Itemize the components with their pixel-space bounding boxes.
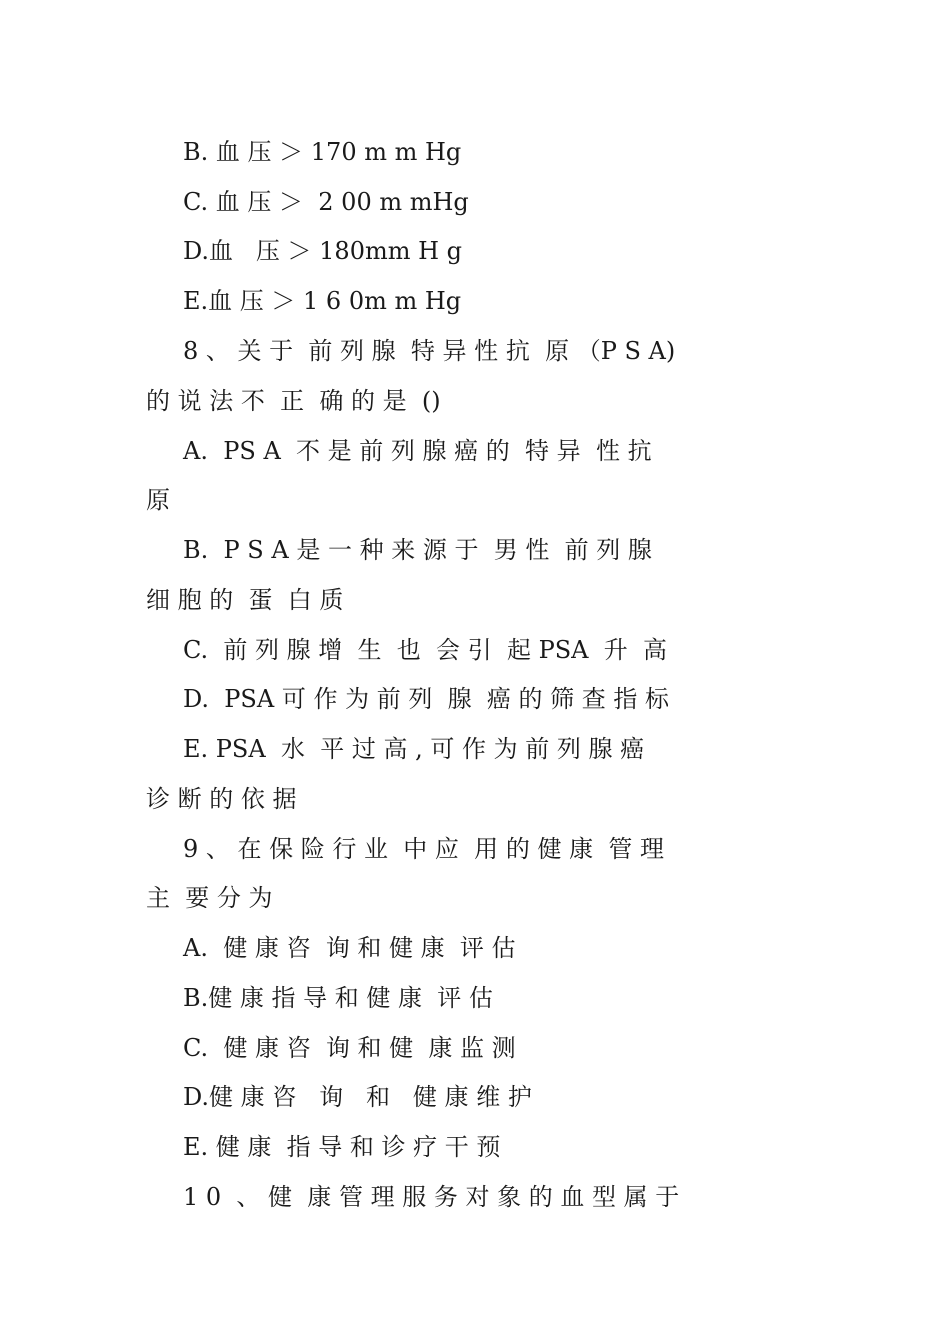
question-9-line-1: 9 、 在 保 险 行 业 中 应 用 的 健 康 管 理 xyxy=(183,835,664,863)
q8-option-d-line: D. PSA 可 作 为 前 列 腺 癌 的 筛 查 指 标 xyxy=(183,685,669,713)
question-10-line-1: 1 0 、 健 康 管 理 服 务 对 象 的 血 型 属 于 xyxy=(183,1183,680,1211)
q8-option-e-line-1: E. PSA 水 平 过 高 , 可 作 为 前 列 腺 癌 xyxy=(183,735,645,763)
question-8-line-2: 的 说 法 不 正 确 的 是 () xyxy=(146,387,441,415)
q9-option-c-line: C. 健 康 咨 询 和 健 康 监 测 xyxy=(183,1034,516,1062)
q8-option-e-line-2: 诊 断 的 依 据 xyxy=(146,785,297,813)
q8-option-a-line-2: 原 xyxy=(146,486,170,514)
option-b-line: B. 血 压 ＞ 170 m m Hg xyxy=(183,138,462,166)
q9-option-a-line: A. 健 康 咨 询 和 健 康 评 估 xyxy=(183,934,516,962)
q9-option-b-line: B.健 康 指 导 和 健 康 评 估 xyxy=(183,984,493,1012)
question-8-line-1: 8 、 关 于 前 列 腺 特 异 性 抗 原 （P S A) xyxy=(183,337,676,365)
q8-option-c-line: C. 前 列 腺 增 生 也 会 引 起 PSA 升 高 xyxy=(183,636,668,664)
q9-option-e-line: E. 健 康 指 导 和 诊 疗 干 预 xyxy=(183,1133,501,1161)
q8-option-a-line-1: A. PS A 不 是 前 列 腺 癌 的 特 异 性 抗 xyxy=(183,437,652,465)
option-c-line: C. 血 压 ＞ 2 00 m mHg xyxy=(183,188,469,216)
q9-option-d-line: D.健 康 咨 询 和 健 康 维 护 xyxy=(183,1083,532,1111)
q8-option-b-line-1: B. P S A 是 一 种 来 源 于 男 性 前 列 腺 xyxy=(183,536,652,564)
question-9-line-2: 主 要 分 为 xyxy=(146,884,273,912)
option-d-line: D.血 压 ＞ 180mm H g xyxy=(183,237,463,265)
q8-option-b-line-2: 细 胞 的 蛋 白 质 xyxy=(146,586,344,614)
option-e-line: E.血 压 ＞ 1 6 0m m Hg xyxy=(183,287,462,315)
